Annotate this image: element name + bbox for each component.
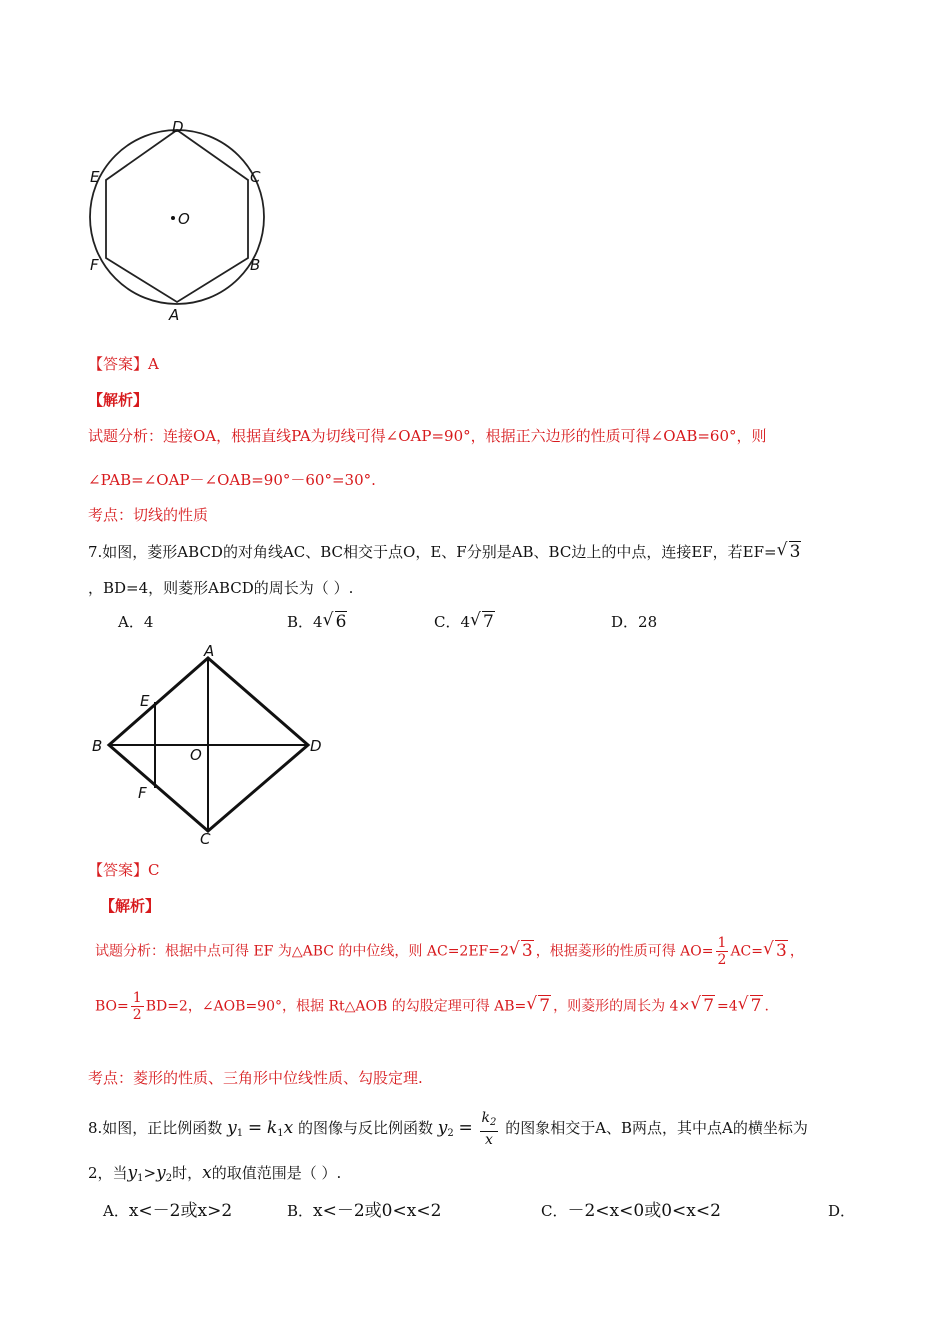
q8-option-d: D． (828, 1202, 856, 1220)
q7-option-d: D．28 (611, 613, 658, 631)
q6-kaodian: 考点：切线的性质 (88, 506, 209, 524)
label-A: A (169, 306, 180, 324)
sqrt-sign: √ 7 (526, 996, 551, 1017)
q7-analysis-line2: BO= $\frac{1}{2}$ BD=2，∠AOB=90°，根据 Rt△AOB 的勾股定理可得 AB=√ 7 ，则菱形的周长为 4×√ 7 =4√ 7 . (95, 990, 769, 1023)
hexagon-circle-figure (80, 110, 280, 325)
fraction-k2-over-x: $\frac{k_2}{x}$ (481, 1110, 497, 1148)
q8-stem-line1: 8.如图，正比例函数 $y_1 = k_1x$ 的图像与反比例函数 $y_2$ = $\frac{k_2}{x}$ 的图象相交于A、B两点，其中点A的横坐标为 (88, 1110, 808, 1148)
label-B: B (250, 256, 261, 274)
q7-option-a: A．4 (118, 613, 154, 631)
q7-kaodian: 考点：菱形的性质、三角形中位线性质、勾股定理. (88, 1069, 423, 1087)
q6-answer: 【答案】A (88, 355, 159, 373)
q6-analysis-line2: ∠PAB=∠OAP－∠OAB=90°－60°=30°. (88, 471, 376, 489)
q6-analysis-heading: 【解析】 (88, 391, 149, 409)
circumscribed-circle (90, 130, 264, 304)
label-D: D (310, 737, 322, 755)
fraction-one-half: $\frac{1}{2}$ (717, 935, 727, 968)
label-E: E (90, 168, 100, 186)
q7-option-b: B．4√ 6 (287, 612, 349, 632)
sqrt-sign: √ 7 (470, 612, 495, 632)
sqrt-sign: √ 6 (323, 612, 348, 632)
center-point (171, 216, 175, 220)
sqrt-sign: √ 7 (690, 996, 715, 1017)
q6-analysis-line1: 试题分析：连接OA，根据直线PA为切线可得∠OAP=90°，根据正六边形的性质可得∠OAB=60°，则 (88, 427, 767, 445)
label-F: F (90, 256, 99, 274)
rhombus-figure (88, 638, 338, 848)
fraction-one-half: $\frac{1}{2}$ (132, 990, 142, 1023)
q7-analysis-line1: 试题分析：根据中点可得 EF 为△ABC 的中位线，则 AC=2EF=2√ 3 ，根据菱形的性质可得 AO= $\frac{1}{2}$ AC=√ 3 ， (95, 935, 804, 968)
label-E: E (140, 692, 150, 710)
label-O: O (190, 746, 202, 764)
sqrt-sign: √ 3 (763, 941, 788, 962)
q8-option-a: A．x<－2或x>2 (103, 1201, 233, 1221)
label-C: C (200, 830, 211, 848)
label-C: C (250, 168, 261, 186)
sqrt-sign: √ 7 (738, 996, 763, 1017)
q7-stem-line1 (88, 542, 803, 562)
label-A: A (204, 642, 215, 660)
sqrt-sign: √ 3 (777, 542, 802, 562)
q7-option-c: C．4√ 7 (434, 612, 497, 632)
q7-stem-text: 7.如图，菱形ABCD的对角线AC、BC相交于点O，E、F分别是AB、BC边上的中点，连接EF，若EF= (88, 543, 777, 561)
q8-option-c: C．－2<x<0或0<x<2 (541, 1201, 721, 1221)
label-O: O (178, 210, 190, 228)
regular-hexagon (106, 130, 248, 302)
q7-analysis-heading: 【解析】 (100, 897, 161, 915)
q8-stem-line2: 2，当$y_1>y_2$时，x的取值范围是（ ）. (88, 1163, 342, 1184)
sqrt-sign: √ 3 (509, 941, 534, 962)
q7-answer: 【答案】C (88, 861, 160, 879)
q7-stem-line2: ，BD=4，则菱形ABCD的周长为（ ）. (88, 579, 354, 597)
label-B: B (92, 737, 103, 755)
label-F: F (138, 784, 147, 802)
q8-option-b: B．x<－2或0<x<2 (287, 1201, 442, 1221)
label-D: D (172, 118, 184, 136)
